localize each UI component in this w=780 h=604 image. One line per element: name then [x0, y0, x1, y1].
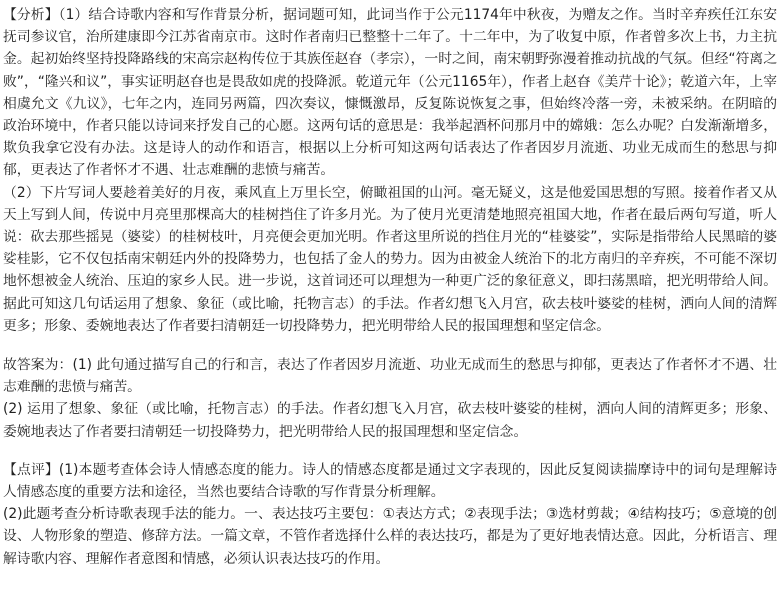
analysis-paragraph-1 [3, 4, 777, 182]
answer-paragraph-2: (2) 运用了想象、象征（或比喻，托物言志）的手法。作者幻想飞入月宫，砍去枝叶婆娑的桂树，洒向人间的清辉更多；形象、委婉地表达了作者要扫清朝廷一切投降势力，把光明带给人民的报国理想和坚定信念。 [3, 401, 777, 440]
comment-paragraph-1: 【点评】(1)本题考查体会诗人情感态度的能力。诗人的情感态度都是通过文字表现的，因此反复阅读揣摩诗中的词句是理解诗人情感态度的重要方法和途径，当然也要结合诗歌的写作背景分析理解。 [3, 461, 777, 501]
analysis-label: 【分析】 [3, 7, 59, 23]
analysis-part1-text: （1）结合诗歌内容和写作背景分析，据词题可知，此词当作于公元1174年中秋夜，为赠友之作。当时辛弃疾任江东安抚司参议官，治所建康即今江苏省南京市。这时作者南归已整整十二年了。十二年中，为了收复中原，作者曾多次上书，力主抗金。起初始终坚持投降路线的宋高宗赵构传位于其族侄赵昚（孝宗），一时之间，南宋朝野弥漫着推动抗战的气氛。但经“符离之败”，“隆兴和议”，事实证明赵昚也是畏敌如虎的投降派。乾道元年（公元1165年），作者上赵昚《美芹十论》；乾道六年，上宰相虞允文《九议》，七年之内，连同另两篇，四次奏议，慷慨激昂，反复陈说恢复之事，但始终冷落一旁，未被采纳。在阴暗的政治环境中，作者只能以诗词来抒发自己的心愿。这两句话的意思是：我举起酒杯问那月中的嫦娥：怎么办呢？白发渐渐增多，欺负我拿它没有办法。这是诗人的动作和语言，根据以上分析可知这两句话表达了作者因岁月流逝、功业无成而生的愁思与抑郁，更表达了作者怀才不遇、壮志难酬的悲愤与痛苦。 [3, 7, 777, 179]
spacer [3, 443, 777, 459]
answer-paragraph-1: 故答案为：(1) 此句通过描写自己的行和言，表达了作者因岁月流逝、功业无成而生的愁思与抑郁，更表达了作者怀才不遇、壮志难酬的悲愤与痛苦。 [3, 357, 777, 396]
analysis-paragraph-2: （2）下片写词人要趁着美好的月夜，乘风直上万里长空，俯瞰祖国的山河。毫无疑义，这是他爱国思想的写照。接着作者又从天上写到人间，传说中月亮里那棵高大的桂树挡住了许多月光。为了使月光更清楚地照亮祖国大地，作者在最后两句写道，听人说：砍去那些摇晃（婆娑）的桂树枝叶，月亮便会更加光明。作者这里所说的挡住月光的“桂婆娑”，实际是指带给人民黑暗的婆娑桂影，它不仅包括南宋朝廷内外的投降势力，也包括了金人的势力。因为由被金人统治下的北方南归的辛弃疾，不可能不深切地怀想被金人统治、压迫的家乡人民。进一步说，这首词还可以理想为一种更广泛的象征意义，即扫荡黑暗，把光明带给人间。据此可知这几句话运用了想象、象征（或比喻，托物言志）的手法。作者幻想飞入月宫，砍去枝叶婆娑的桂树，洒向人间的清辉更多；形象、委婉地表达了作者要扫清朝廷一切投降势力，把光明带给人民的报国理想和坚定信念。 [3, 184, 777, 334]
comment-paragraph-2: (2)此题考查分析诗歌表现手法的能力。一、表达技巧主要包：①表达方式；②表现手法；③选材剪裁；④结构技巧；⑤意境的创设、人物形象的塑造、修辞方法。一篇文章，不管作者选择什么样的表达技巧，都是为了更好地表情达意。因此，分析语言、理解诗歌内容、理解作者意图和情感，必须认识表达技巧的作用。 [3, 506, 777, 567]
spacer [3, 337, 777, 354]
